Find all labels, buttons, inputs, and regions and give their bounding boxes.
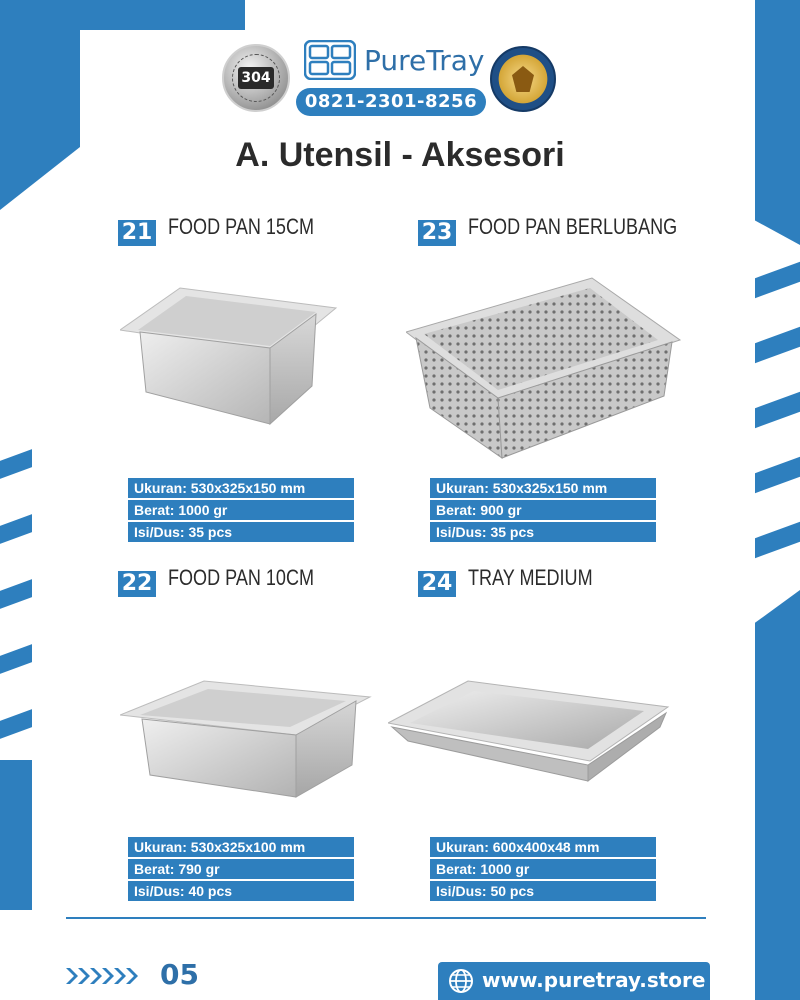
tray-image	[388, 677, 670, 783]
product-card	[118, 214, 378, 544]
spec-weight: Berat: 1000 gr	[430, 859, 656, 879]
product-heading	[118, 565, 418, 595]
stripe	[755, 327, 800, 363]
website-url: www.puretray.store	[482, 968, 706, 992]
food-pan-image	[120, 284, 340, 434]
puretray-logo-icon	[304, 40, 356, 80]
stainless-steel-304-badge	[222, 44, 290, 112]
stripe	[755, 522, 800, 558]
left-bottom-panel	[0, 760, 32, 910]
website-link[interactable]	[438, 962, 710, 1000]
product-name: FOOD PAN BERLUBANG	[468, 214, 678, 239]
perforated-food-pan-image	[406, 276, 682, 462]
product-number: 22	[118, 571, 156, 597]
stripe	[0, 644, 32, 674]
stripe	[0, 514, 32, 544]
spec-list	[430, 478, 656, 544]
header	[0, 38, 800, 118]
phone-number: 0821-2301-8256	[296, 88, 486, 116]
spec-list	[128, 837, 354, 903]
product-number: 23	[418, 220, 456, 246]
spec-quantity: Isi/Dus: 35 pcs	[430, 522, 656, 542]
spec-quantity: Isi/Dus: 50 pcs	[430, 881, 656, 901]
food-pan-image	[120, 677, 372, 801]
spec-list	[430, 837, 656, 903]
product-name: FOOD PAN 10CM	[168, 565, 315, 590]
garuda-emblem-icon	[512, 66, 534, 92]
page-number: 05	[160, 958, 199, 991]
footer-divider	[66, 917, 706, 919]
product-heading	[418, 565, 718, 595]
product-number: 21	[118, 220, 156, 246]
spec-size: Ukuran: 530x325x150 mm	[128, 478, 354, 498]
spec-size: Ukuran: 530x325x100 mm	[128, 837, 354, 857]
right-bottom-panel	[755, 590, 800, 1000]
brand-name: PureTray	[364, 44, 485, 77]
product-number: 24	[418, 571, 456, 597]
chevrons-right-icon	[66, 964, 146, 988]
spec-weight: Berat: 790 gr	[128, 859, 354, 879]
page-title: A. Utensil - Aksesori	[235, 136, 565, 174]
product-name: TRAY MEDIUM	[468, 565, 593, 590]
stripe	[755, 457, 800, 493]
spec-quantity: Isi/Dus: 40 pcs	[128, 881, 354, 901]
badge-number: 304	[238, 67, 274, 89]
right-side-panel	[755, 0, 800, 245]
badan-gizi-nasional-seal	[490, 46, 556, 112]
spec-weight: Berat: 1000 gr	[128, 500, 354, 520]
stripe	[755, 392, 800, 428]
spec-list	[128, 478, 354, 544]
stripe	[755, 262, 800, 298]
product-name: FOOD PAN 15CM	[168, 214, 315, 239]
spec-weight: Berat: 900 gr	[430, 500, 656, 520]
product-card	[118, 565, 378, 905]
spec-quantity: Isi/Dus: 35 pcs	[128, 522, 354, 542]
stripe	[0, 579, 32, 609]
product-card	[418, 565, 698, 905]
spec-size: Ukuran: 600x400x48 mm	[430, 837, 656, 857]
product-card	[418, 214, 698, 544]
globe-icon	[448, 968, 474, 994]
stripe	[0, 709, 32, 739]
product-heading	[118, 214, 418, 244]
spec-size: Ukuran: 530x325x150 mm	[430, 478, 656, 498]
stripe	[0, 449, 32, 479]
product-heading	[418, 214, 718, 244]
